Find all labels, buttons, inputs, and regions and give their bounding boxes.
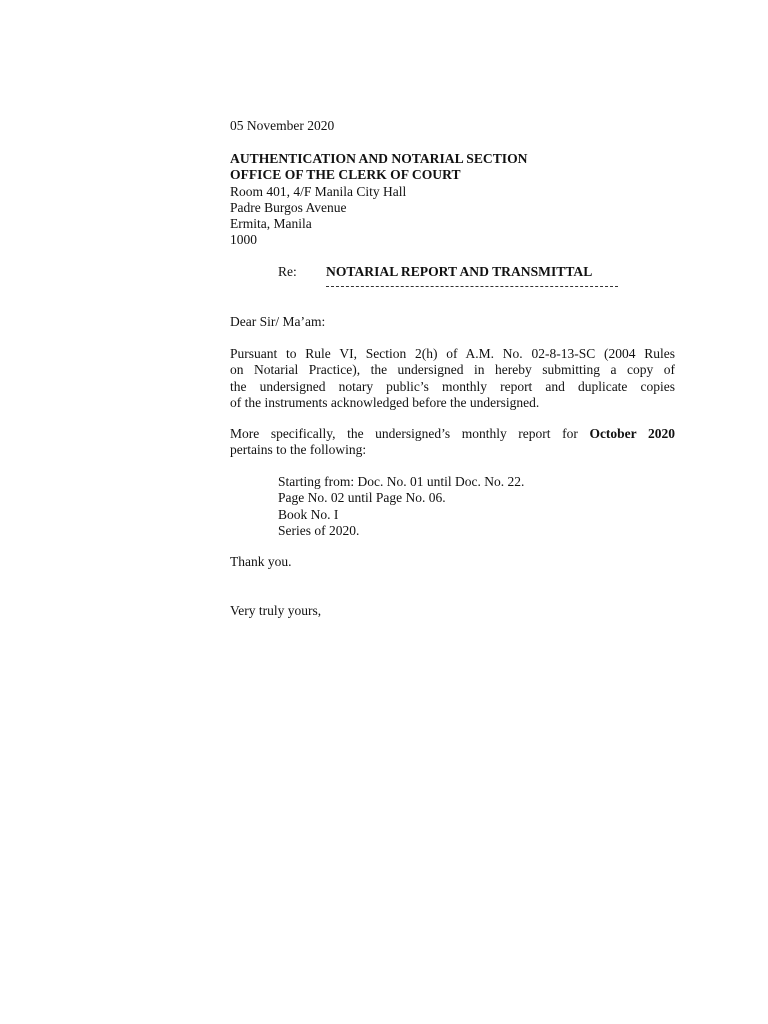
series-year: Series of 2020. <box>278 522 360 538</box>
paragraph-1-line: the undersigned notary public’s monthly report and duplicate copies <box>230 378 675 394</box>
body-paragraph-2 <box>230 426 675 459</box>
salutation: Dear Sir/ Ma’am: <box>230 314 326 329</box>
letter-date: 05 November 2020 <box>230 118 335 133</box>
paragraph-1-line: Pursuant to Rule VI, Section 2(h) of A.M. No. 02-8-13-SC (2004 Rules <box>230 346 675 361</box>
paragraph-1-line: on Notarial Practice), the undersigned in hereby submitting a copy of <box>230 362 675 378</box>
recipient-address <box>230 151 675 249</box>
doc-range: Starting from: Doc. No. 01 until Doc. No. 22. <box>278 474 525 489</box>
report-month: October 2020 <box>589 426 675 441</box>
recipient-room: Room 401, 4/F Manila City Hall <box>230 183 407 199</box>
re-label: Re: <box>278 264 297 279</box>
recipient-section-name: AUTHENTICATION AND NOTARIAL SECTION <box>230 151 528 166</box>
recipient-zip: 1000 <box>230 232 257 248</box>
report-details <box>278 474 678 539</box>
recipient-office-name: OFFICE OF THE CLERK OF COURT <box>230 167 461 183</box>
paragraph-2-line <box>230 426 675 442</box>
re-underline-rule <box>326 280 618 287</box>
paragraph-1-line: of the instruments acknowledged before the undersigned. <box>230 394 540 410</box>
paragraph-2-line: pertains to the following: <box>230 442 367 458</box>
re-subject: NOTARIAL REPORT AND TRANSMITTAL <box>326 264 593 279</box>
paragraph-2-prefix: More specifically, the undersigned’s monthly report for <box>230 426 590 441</box>
closing-line: Very truly yours, <box>230 603 322 618</box>
body-paragraph-1 <box>230 346 675 411</box>
book-number: Book No. I <box>278 506 339 522</box>
recipient-city: Ermita, Manila <box>230 216 312 232</box>
recipient-street: Padre Burgos Avenue <box>230 199 347 215</box>
thanks-line: Thank you. <box>230 554 292 569</box>
page-range: Page No. 02 until Page No. 06. <box>278 490 446 506</box>
